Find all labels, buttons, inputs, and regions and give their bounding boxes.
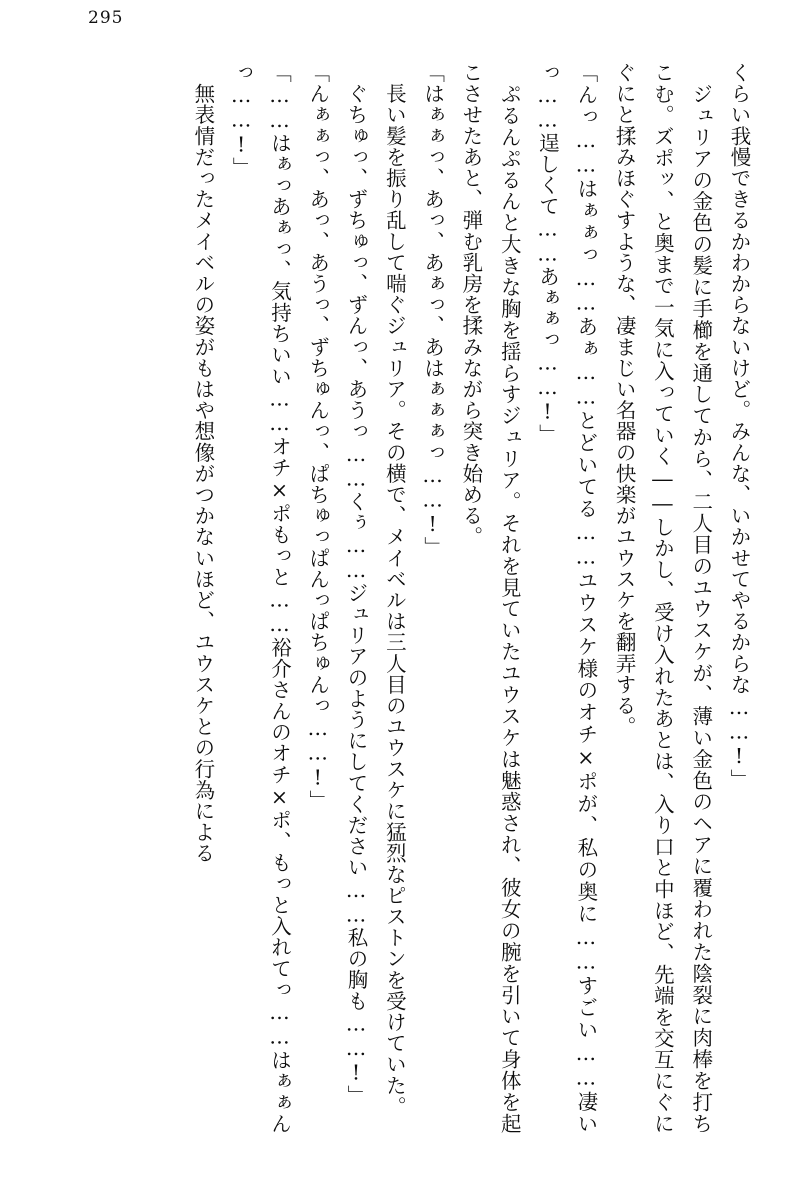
vertical-text-body	[42, 62, 758, 1134]
paragraph: ジュリアの金色の髪に手櫛を通してから、二人目のユウスケが、薄い金色のヘアに覆われた陰裂に肉棒を打ちこむ。ズポッ、と奥まで一気に入っていく――しかし、受け入れたあとは、入り口と中ほど、先端を交互にぐにぐにと揉みほぐすような、凄まじい名器の快楽がユウスケを翻弄する。	[612, 62, 713, 1134]
page-number: 295	[88, 8, 124, 28]
paragraph: 「はぁぁっ、あっ、あぁっ、あはぁぁぁっ……!」	[420, 62, 445, 558]
paragraph: くらい我慢できるかわからないけど。みんな、いかせてやるからな……!」	[727, 62, 751, 790]
paragraph: ぐちゅっ、ずちゅっ、ずんっ、あうっ……くぅ……ジュリアのようにしてください……私の胸も……!」	[344, 62, 369, 1107]
paragraph: 無表情だったメイベルの姿がもはや想像がつかないほど、ユウスケとの行為による	[190, 62, 215, 864]
paragraph: 「んぁぁっ、あっ、あうっ、ずちゅんっ、ぱちゅっぱんっぱちゅんっ……!」	[305, 62, 330, 811]
paragraph: 「んっ……はぁぁっ……あぁ……とどいてる……ユウスケ様のオチ×ポが、私の奥に……すごい……凄いっ……逞しくて……あぁぁっ……!」	[535, 62, 598, 1134]
paragraph: ぷるんぷるんと大きな胸を揺らすジュリア。それを見ていたユウスケは魅惑され、彼女の腕を引いて身体を起こさせたあと、弾む乳房を揉みながら突き始める。	[458, 62, 522, 1134]
paragraph: 「……はぁっあぁっ、気持ちいい……オチ×ポもっと……裕介さんのオチ×ポ、もっと入れてっ……はぁぁんっ……!」	[229, 62, 292, 1134]
paragraph: 長い髪を振り乱して喘ぐジュリア。その横で、メイベルは三人目のユウスケに猛烈なピストンを受けていた。	[382, 62, 407, 1117]
